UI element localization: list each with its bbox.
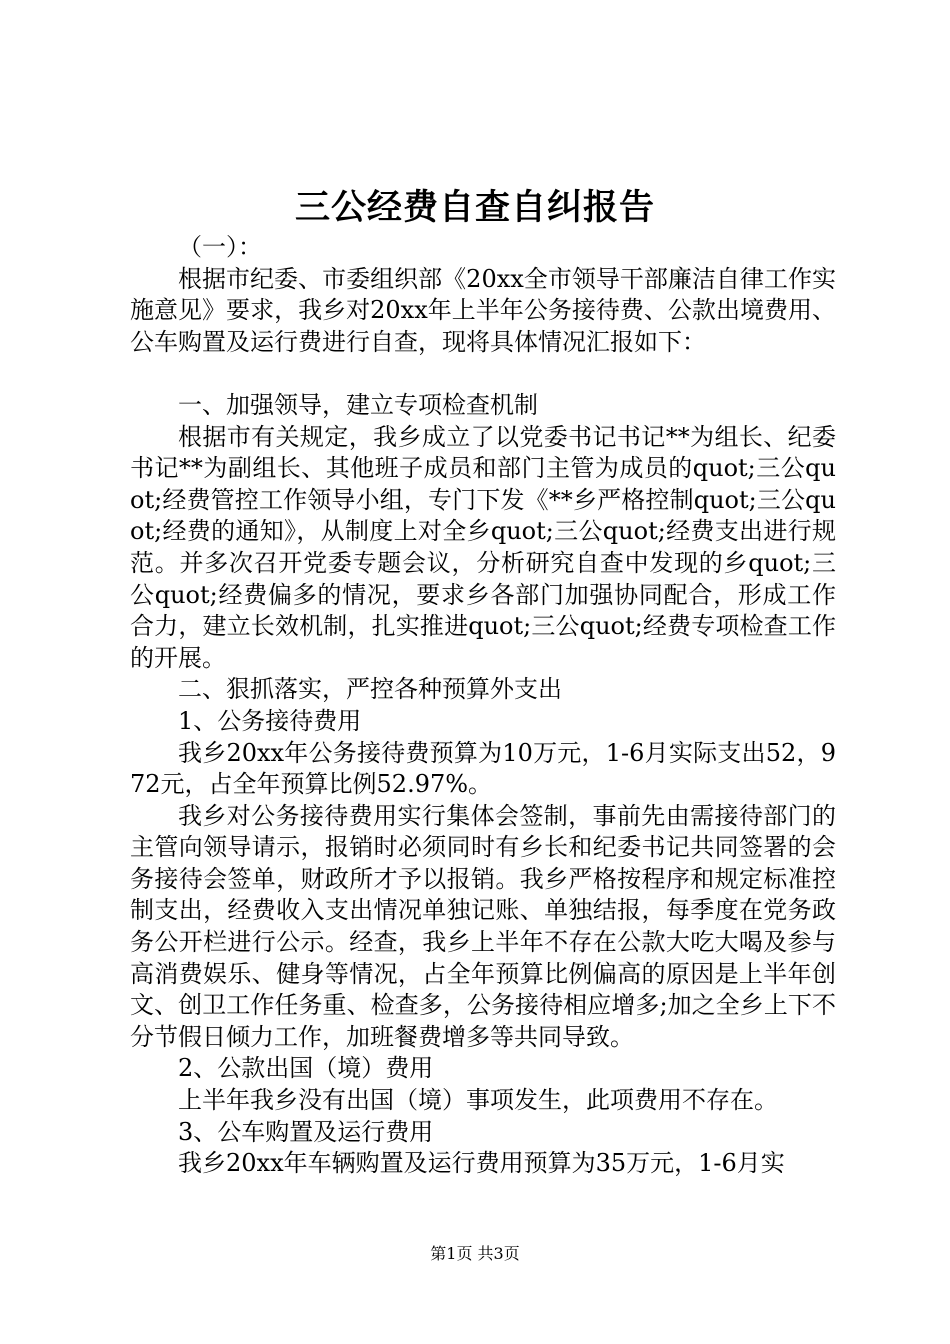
paragraph: 上半年我乡没有出国（境）事项发生，此项费用不存在。 — [178, 1086, 778, 1115]
paragraph: 我乡20xx年车辆购置及运行费用预算为35万元，1-6月实 — [178, 1149, 785, 1178]
paragraph-spacer — [130, 358, 836, 390]
page-footer: 第1页 共3页 — [430, 1244, 520, 1263]
paragraph: 根据市有关规定，我乡成立了以党委书记书记**为组长、纪委书记**为副组长、其他班子成员和部门主管为成员的quot;三公quot;经费管控工作领导小组，专门下发《**乡严格控制quot;三公quot;经费的通知》，从制度上对全乡quot;三公quot;经费支出进行规范。并多次召开党委专题会议，分析研究自查中发现的乡quot;三公quot;经费偏多的情况，要求乡各部门加强协同配合，形成工作合力，建立长效机制，扎实推进quot;三公quot;经费专项检查工作的开展。 — [130, 422, 836, 672]
subsection-heading: 2、公款出国（境）费用 — [178, 1054, 434, 1083]
paragraph: （一）： — [178, 233, 262, 261]
section-heading: 一、加强领导，建立专项检查机制 — [178, 390, 538, 419]
subsection-heading: 1、公务接待费用 — [178, 706, 362, 735]
page-title: 三公经费自查自纠报告 — [294, 188, 655, 228]
paragraph: 根据市纪委、市委组织部《20xx全市领导干部廉洁自律工作实施意见》要求，我乡对20xx年上半年公务接待费、公款出境费用、公车购置及运行费进行自查，现将具体情况汇报如下： — [130, 264, 836, 356]
subsection-heading: 3、公车购置及运行费用 — [178, 1117, 434, 1146]
section-heading: 二、狠抓落实，严控各种预算外支出 — [178, 675, 562, 704]
document-body — [130, 232, 836, 1180]
paragraph: 我乡对公务接待费用实行集体会签制，事前先由需接待部门的主管向领导请示，报销时必须同时有乡长和纪委书记共同签署的会务接待会签单，财政所才予以报销。我乡严格按程序和规定标准控制支出，经费收入支出情况单独记账、单独结报，每季度在党务政务公开栏进行公示。经查，我乡上半年不存在公款大吃大喝及参与高消费娱乐、健身等情况，占全年预算比例偏高的原因是上半年创文、创卫工作任务重、检查多，公务接待相应增多;加之全乡上下不分节假日倾力工作，加班餐费增多等共同导致。 — [130, 801, 836, 1051]
paragraph: 我乡20xx年公务接待费预算为10万元，1-6月实际支出52，972元，占全年预算比例52.97%。 — [130, 738, 836, 799]
